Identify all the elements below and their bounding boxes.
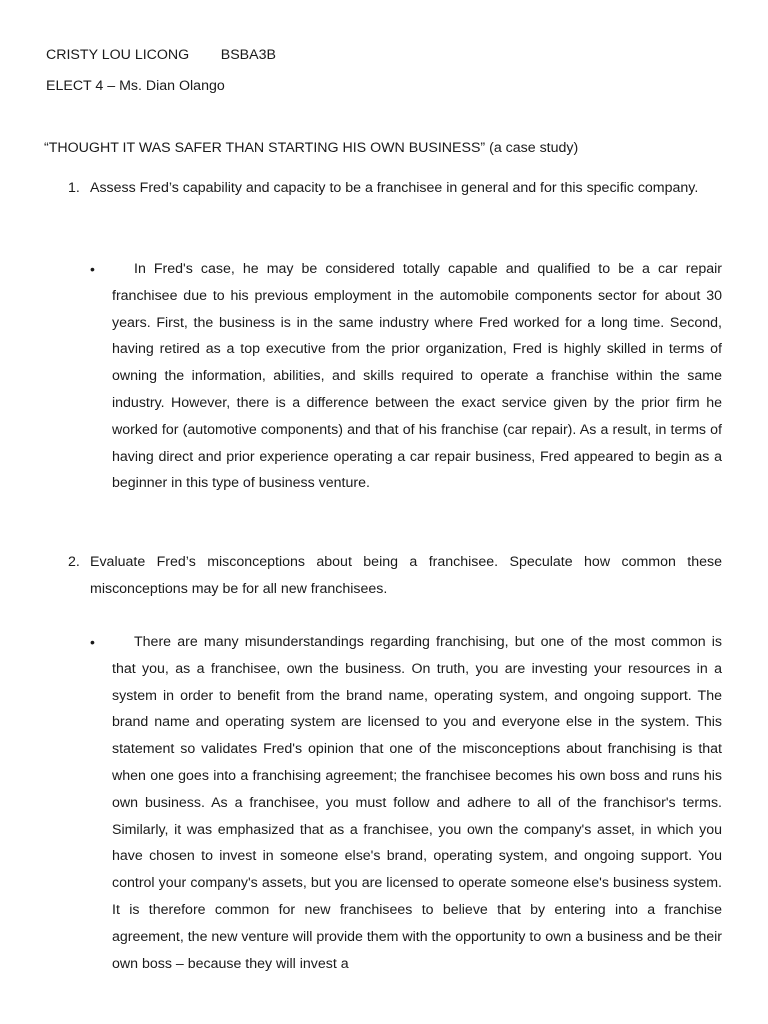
- question-number: 1.: [68, 180, 80, 196]
- course-instructor-line: ELECT 4 – Ms. Dian Olango: [46, 78, 225, 94]
- answer-1: [90, 256, 722, 497]
- student-name-section: CRISTY LOU LICONG BSBA3B: [46, 47, 276, 63]
- question-text: Evaluate Fred’s misconceptions about being a franchisee. Speculate how common these misconceptions may be for all new franchisees.: [90, 554, 722, 597]
- question-text: Assess Fred’s capability and capacity to be a franchisee in general and for this specific company.: [90, 180, 699, 196]
- question-number: 2.: [68, 554, 80, 570]
- question-2: [68, 549, 722, 602]
- bullet-icon: •: [90, 634, 95, 650]
- answer-text: There are many misunderstandings regarding franchising, but one of the most common is that you, as a franchisee, own the business. On truth, you are investing your resources in a system in order to benefit from the brand name, operating system, and ongoing support. The brand name and operating system are licensed to you and everyone else in the system. This statement so validates Fred's opinion that one of the misconceptions about franchising is that when one goes into a franchising agreement; the franchisee becomes his own boss and runs his own business. As a franchisee, you must follow and adhere to all of the franchisor's terms. Similarly, it was emphasized that as a franchisee, you own the company's asset, in which you have chosen to invest in someone else's brand, operating system, and ongoing support. You control your company's assets, but you are licensed to operate someone else's business system. It is therefore common for new franchisees to believe that by entering into a franchise agreement, the new venture will provide them with the opportunity to own a business and be their own boss – because they will invest a: [112, 634, 722, 972]
- bullet-icon: •: [90, 261, 95, 277]
- case-study-title: “THOUGHT IT WAS SAFER THAN STARTING HIS OWN BUSINESS” (a case study): [44, 140, 579, 156]
- question-1: [68, 175, 722, 202]
- answer-2: [90, 629, 722, 977]
- answer-text: In Fred's case, he may be considered totally capable and qualified to be a car repair franchisee due to his previous employment in the automobile components sector for about 30 years. First, the business is in the same industry where Fred worked for a long time. Second, having retired as a top executive from the prior organization, Fred is highly skilled in terms of owning the information, abilities, and skills required to operate a franchise within the same industry. However, there is a difference between the exact service given by the prior firm he worked for (automotive components) and that of his franchise (car repair). As a result, in terms of having direct and prior experience operating a car repair business, Fred appeared to begin as a beginner in this type of business venture.: [112, 261, 722, 492]
